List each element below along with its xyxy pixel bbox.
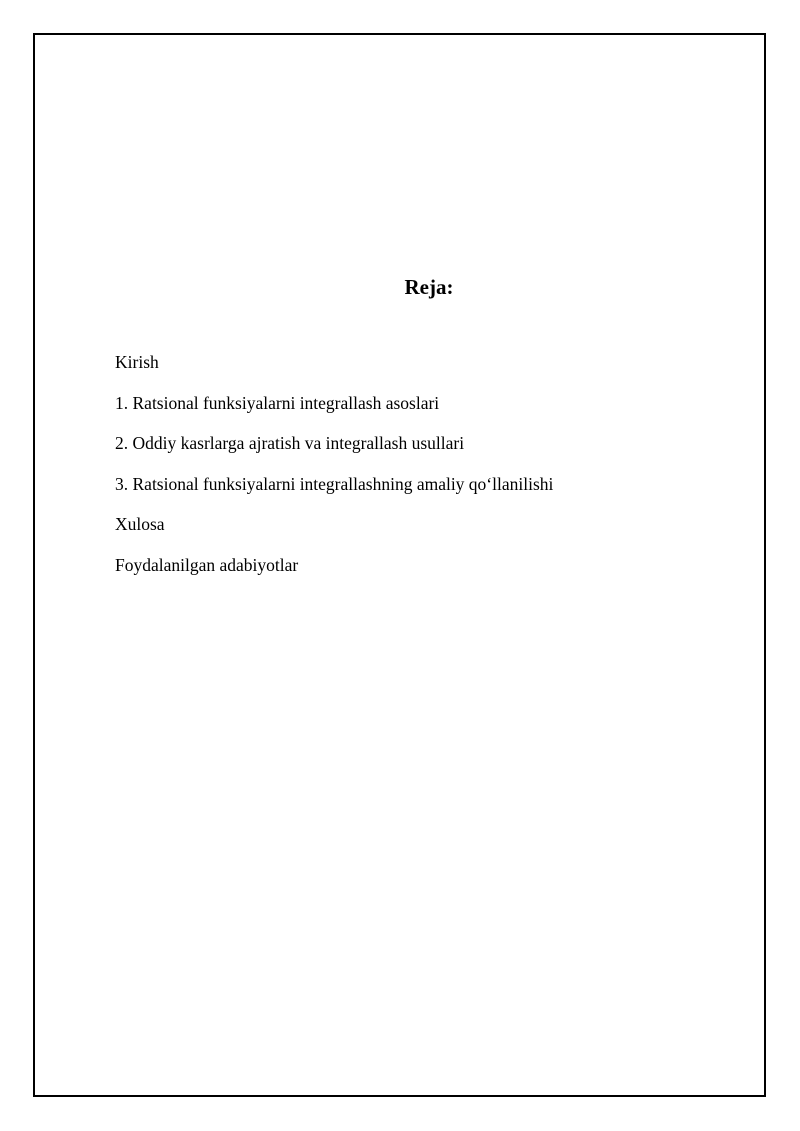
plan-item-references: Foydalanilgan adabiyotlar bbox=[115, 554, 299, 575]
plan-list bbox=[115, 350, 553, 594]
plan-item-conclusion: Xulosa bbox=[115, 514, 165, 535]
plan-item-chapter-2: 2. Oddiy kasrlarga ajratish va integrallash usullari bbox=[115, 433, 465, 454]
plan-item-chapter-3: 3. Ratsional funksiyalarni integrallashning amaliy qo‘llanilishi bbox=[115, 473, 554, 494]
plan-item-introduction: Kirish bbox=[115, 352, 159, 372]
plan-item-chapter-1: 1. Ratsional funksiyalarni integrallash asoslari bbox=[115, 392, 440, 413]
plan-title: Reja: bbox=[404, 275, 454, 299]
